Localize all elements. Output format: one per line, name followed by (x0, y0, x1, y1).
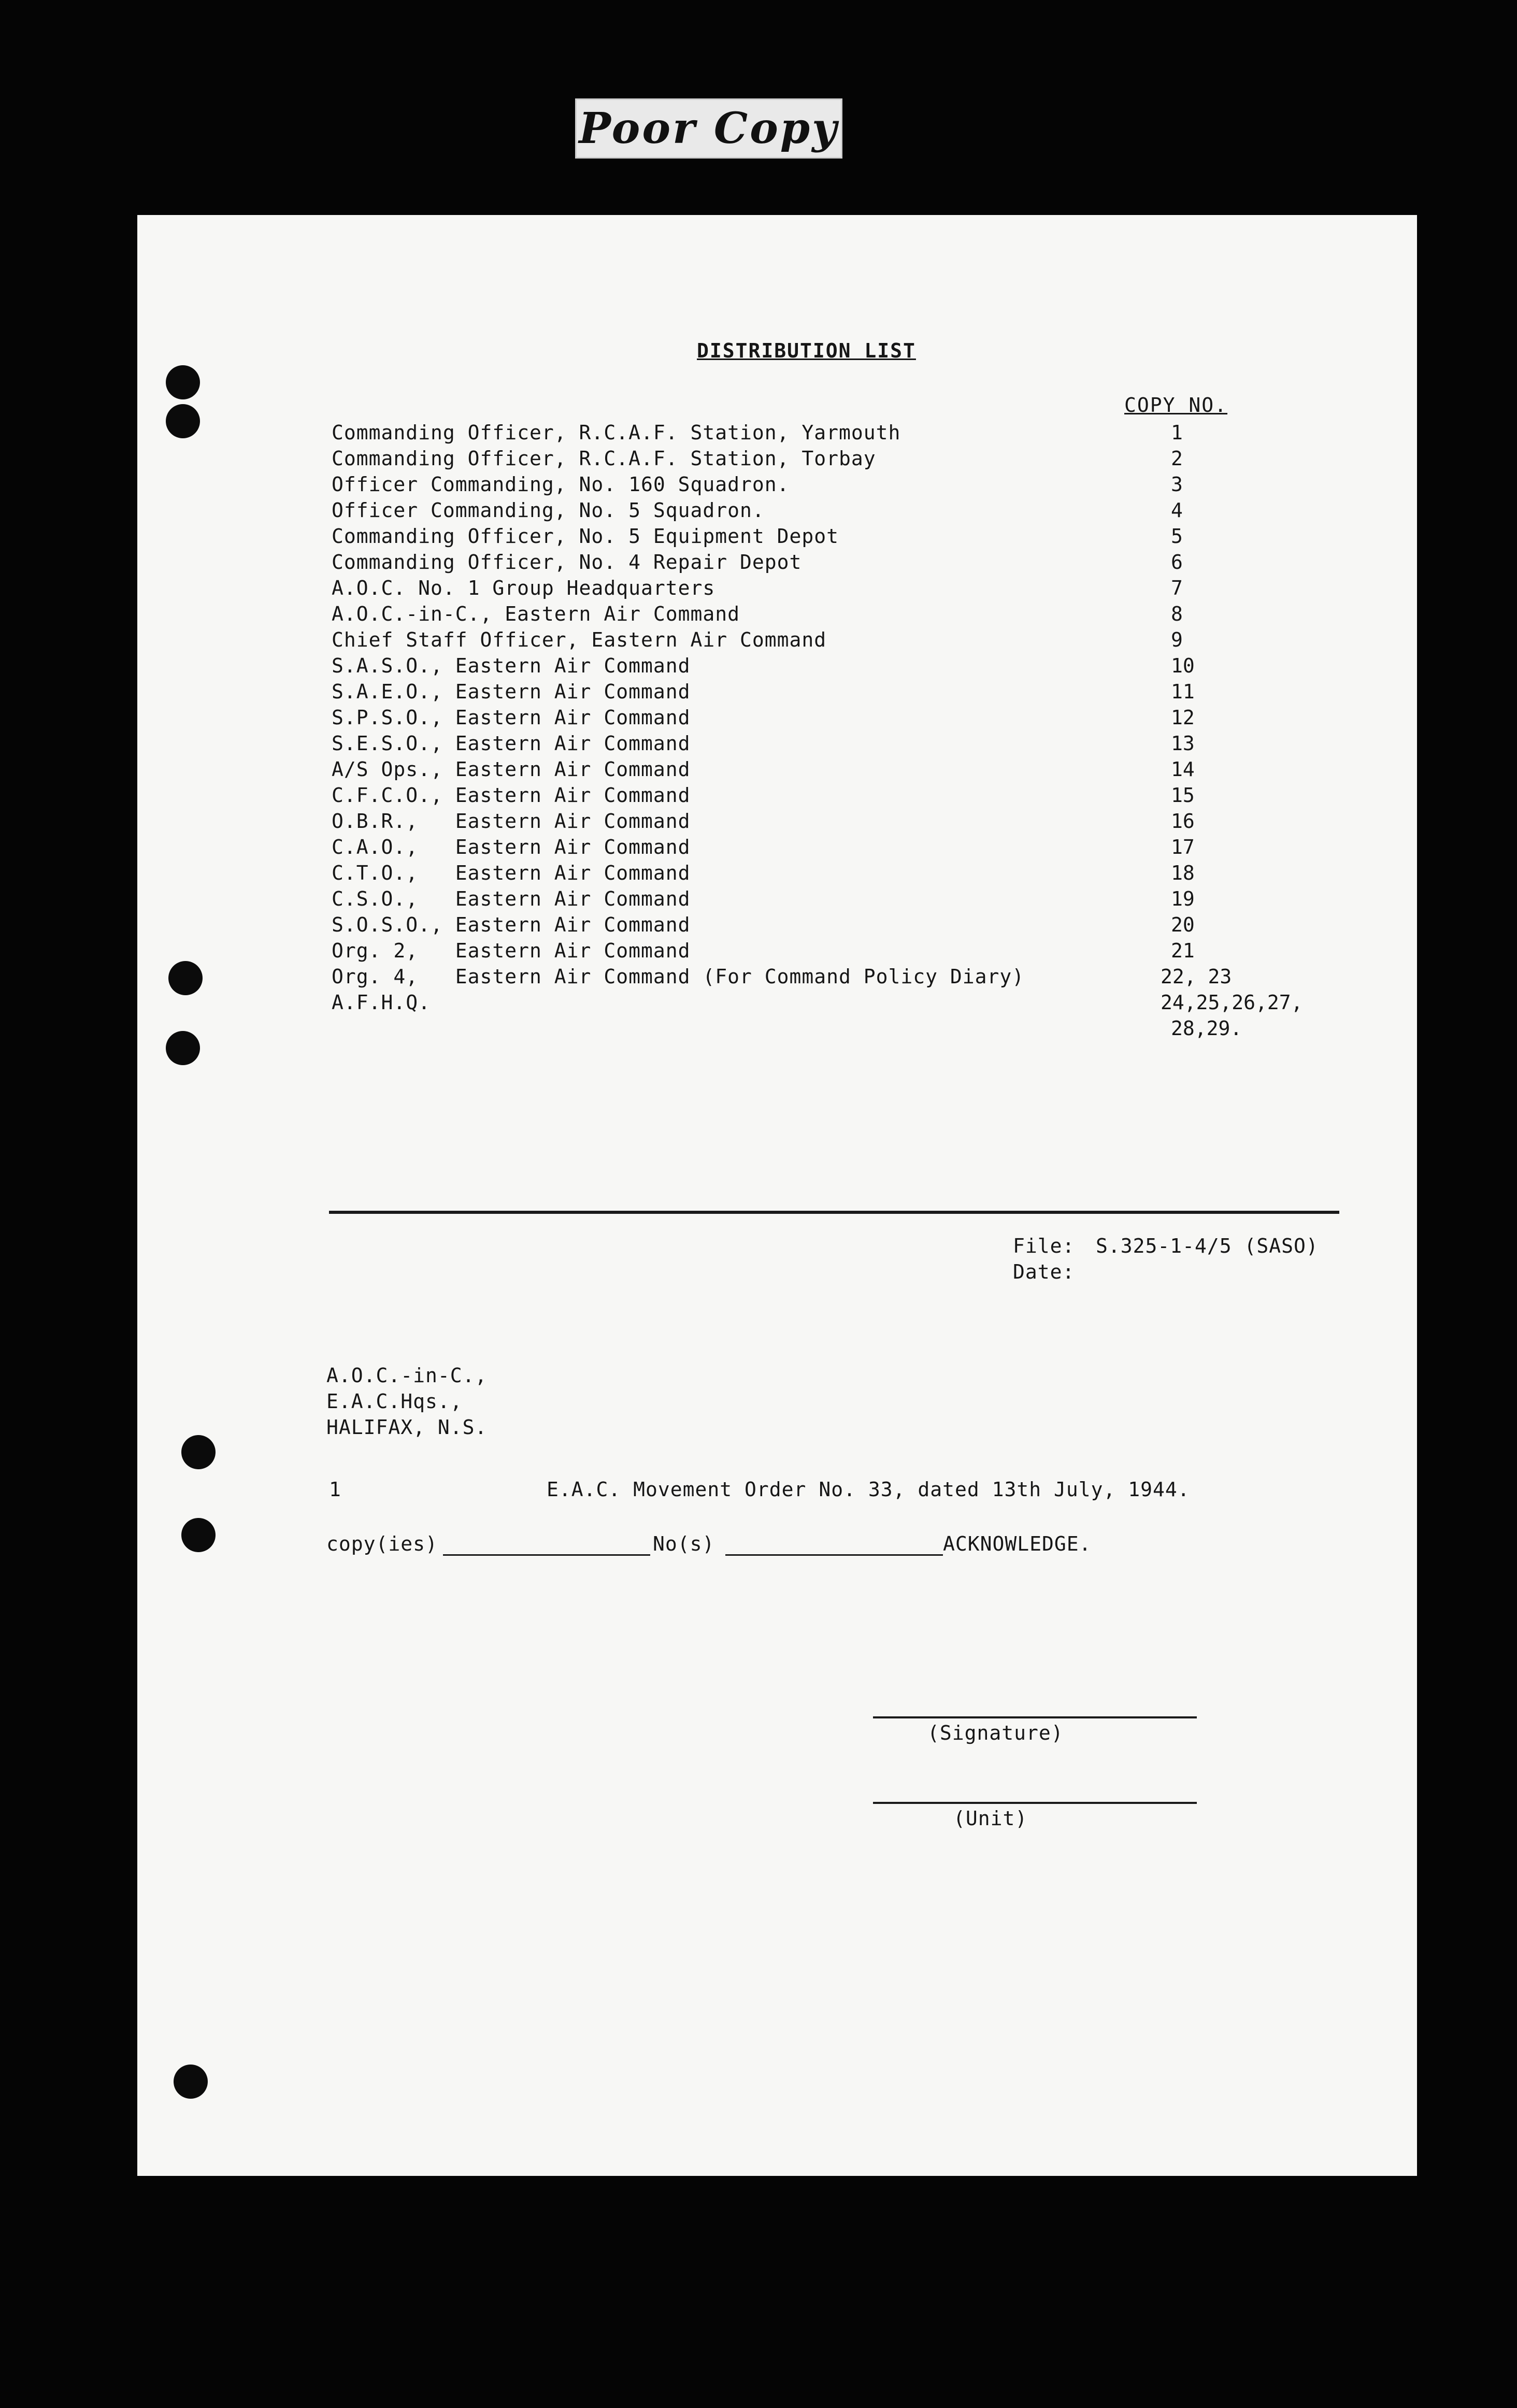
recipient: A.O.C.-in-C., Eastern Air Command (332, 603, 740, 625)
recipient: O.B.R., Eastern Air Command (332, 810, 691, 833)
copy-number: 15 (1171, 784, 1195, 807)
copy-no-header: COPY NO. (1124, 394, 1228, 417)
copy-number: 14 (1171, 758, 1195, 781)
acknowledge-text: ACKNOWLEDGE. (943, 1532, 1092, 1555)
copy-number-continuation: 28,29. (1171, 1017, 1242, 1040)
copy-number: 13 (1171, 732, 1195, 755)
punch-hole (166, 404, 200, 438)
recipient: Officer Commanding, No. 5 Squadron. (332, 499, 765, 522)
recipient: A.F.H.Q. (332, 991, 431, 1014)
document-page (137, 215, 1417, 2176)
copy-number: 18 (1171, 862, 1195, 884)
recipient: S.E.S.O., Eastern Air Command (332, 732, 691, 755)
copy-number: 16 (1171, 810, 1195, 833)
signature-line (873, 1716, 1197, 1718)
copy-number: 9 (1171, 628, 1183, 651)
copy-number: 10 (1171, 654, 1195, 677)
item-count: 1 (329, 1478, 341, 1501)
file-reference: S.325-1-4/5 (SASO) (1096, 1235, 1319, 1257)
copy-number: 19 (1171, 887, 1195, 910)
recipient: S.A.E.O., Eastern Air Command (332, 680, 691, 703)
nos-label: No(s) (653, 1532, 715, 1555)
punch-hole (166, 365, 200, 399)
copy-number: 5 (1171, 525, 1183, 548)
copy-number: 21 (1171, 939, 1195, 962)
recipient: Commanding Officer, No. 4 Repair Depot (332, 551, 802, 574)
recipient: Org. 2, Eastern Air Command (332, 939, 691, 962)
copies-label: copy(ies) (326, 1532, 438, 1555)
punch-hole (174, 2065, 208, 2099)
copy-number: 22, 23 (1161, 965, 1232, 988)
unit-label: (Unit) (953, 1807, 1028, 1830)
item-description: E.A.C. Movement Order No. 33, dated 13th July, 1944. (547, 1478, 1190, 1501)
file-label: File: (1013, 1235, 1075, 1257)
recipient: Chief Staff Officer, Eastern Air Command (332, 628, 827, 651)
copy-number: 8 (1171, 603, 1183, 625)
punch-hole (181, 1518, 216, 1552)
recipient: S.O.S.O., Eastern Air Command (332, 913, 691, 936)
nos-blank (725, 1554, 943, 1556)
recipient: S.A.S.O., Eastern Air Command (332, 654, 691, 677)
recipient: Org. 4, Eastern Air Command (For Command Policy Diary) (332, 965, 1025, 988)
punch-hole (166, 1031, 200, 1065)
recipient: Commanding Officer, R.C.A.F. Station, Torbay (332, 447, 876, 470)
recipient: A.O.C. No. 1 Group Headquarters (332, 577, 715, 599)
recipient: C.A.O., Eastern Air Command (332, 836, 691, 858)
address-line: E.A.C.Hqs., (326, 1390, 463, 1413)
copy-number: 24,25,26,27, (1161, 991, 1303, 1014)
recipient: A/S Ops., Eastern Air Command (332, 758, 691, 781)
copy-number: 1 (1171, 421, 1183, 444)
recipient: Commanding Officer, R.C.A.F. Station, Yarmouth (332, 421, 901, 444)
copy-number: 2 (1171, 447, 1183, 470)
signature-label: (Signature) (927, 1722, 1064, 1744)
recipient: Officer Commanding, No. 160 Squadron. (332, 473, 790, 496)
address-line: A.O.C.-in-C., (326, 1364, 488, 1387)
copy-number: 7 (1171, 577, 1183, 599)
copy-number: 3 (1171, 473, 1183, 496)
copy-number: 17 (1171, 836, 1195, 858)
recipient: S.P.S.O., Eastern Air Command (332, 706, 691, 729)
copy-number: 4 (1171, 499, 1183, 522)
punch-hole (181, 1435, 216, 1469)
date-label: Date: (1013, 1260, 1075, 1283)
recipient: Commanding Officer, No. 5 Equipment Depot (332, 525, 839, 548)
recipient: C.T.O., Eastern Air Command (332, 862, 691, 884)
address-line: HALIFAX, N.S. (326, 1416, 488, 1439)
distribution-list-title: DISTRIBUTION LIST (697, 339, 916, 362)
copies-blank (443, 1554, 650, 1556)
recipient: C.F.C.O., Eastern Air Command (332, 784, 691, 807)
punch-hole (168, 961, 203, 995)
recipient: C.S.O., Eastern Air Command (332, 887, 691, 910)
copy-number: 6 (1171, 551, 1183, 574)
copy-number: 11 (1171, 680, 1195, 703)
divider-rule (329, 1211, 1339, 1214)
copy-number: 20 (1171, 913, 1195, 936)
poor-copy-stamp: Poor Copy (575, 98, 842, 159)
unit-line (873, 1802, 1197, 1804)
copy-number: 12 (1171, 706, 1195, 729)
